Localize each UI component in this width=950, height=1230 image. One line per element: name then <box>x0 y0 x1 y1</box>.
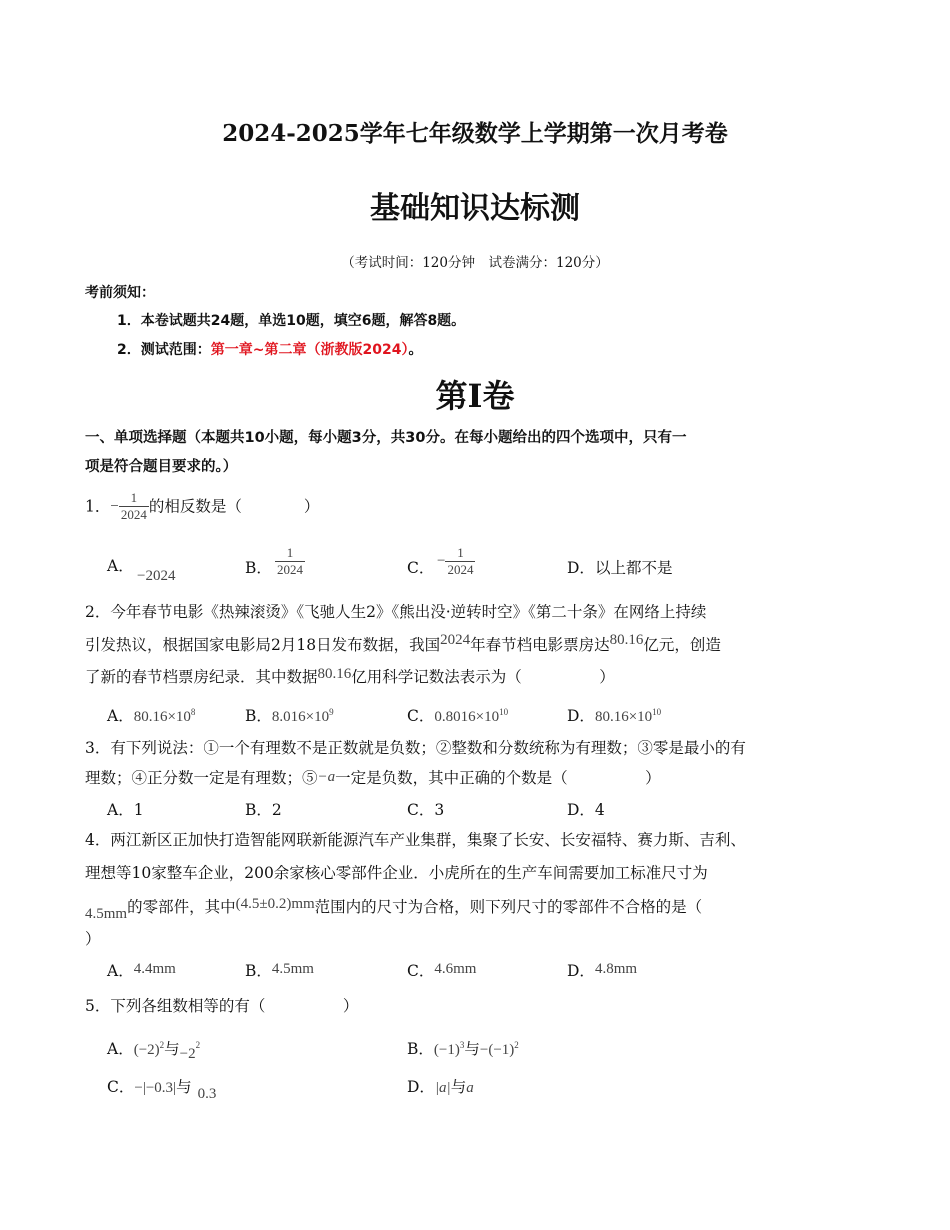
math-expression: (−1) <box>433 1042 460 1059</box>
fraction-denominator: 2024 <box>277 562 303 577</box>
question-5-stem: 5．下列各组数相等的有（ ） <box>85 997 359 1015</box>
option-label: D． <box>567 559 595 577</box>
connector-text: 与 <box>176 1078 192 1096</box>
q5-option-d[interactable] <box>407 1077 474 1098</box>
math-exponent: 9 <box>329 707 334 717</box>
q4-option-d[interactable] <box>567 961 637 982</box>
q1-option-c[interactable] <box>407 558 434 578</box>
option-label: A． <box>107 557 134 575</box>
q1-option-d[interactable] <box>567 558 672 578</box>
math-base: 80.16×10 <box>594 709 653 726</box>
math-expression: −2 <box>179 1046 196 1063</box>
text: 亿元，创造 <box>643 636 721 654</box>
option-label: B． <box>245 962 272 980</box>
option-label: B． <box>407 1040 434 1059</box>
option-text: 以上都不是 <box>594 559 673 577</box>
connector-text: 与 <box>164 1040 180 1059</box>
option-value: 4.4mm <box>133 961 176 977</box>
notice-item-1: 1．本卷试题共24题，单选10题，填空6题，解答8题。 <box>117 313 466 329</box>
math-expression: 4.5mm <box>85 906 128 922</box>
question-number: 1． <box>85 497 111 516</box>
question-2-line-2 <box>85 632 721 656</box>
volume-title: 第Ⅰ卷 <box>435 377 515 415</box>
math-base: 80.16×10 <box>133 709 191 726</box>
connector-text: 与 <box>464 1040 480 1059</box>
math-exponent: 10 <box>499 707 509 717</box>
math-number: 80.16 <box>317 666 352 682</box>
text: 的零部件，其中 <box>127 898 236 916</box>
fraction-denominator: 2024 <box>447 562 474 577</box>
fraction-denominator: 2024 <box>120 507 147 522</box>
q2-option-d[interactable] <box>567 702 661 727</box>
text: 引发热议，根据国家电影局2月18日发布数据，我国 <box>85 636 441 654</box>
option-label: C． <box>407 707 435 726</box>
exam-subtitle: 基础知识达标测 <box>370 191 580 226</box>
q2-option-c[interactable] <box>407 702 508 727</box>
notice-item-2-prefix: 2．测试范围： <box>117 342 211 358</box>
notice-heading: 考前须知： <box>85 285 155 301</box>
q5-option-b[interactable] <box>407 1035 519 1060</box>
q5-option-a[interactable] <box>107 1035 201 1063</box>
math-expression: (−2) <box>133 1042 160 1059</box>
option-label: D． <box>567 962 595 980</box>
math-year: 2024 <box>440 632 471 648</box>
q3-option-d[interactable]: D．4 <box>567 801 605 819</box>
math-base: 8.016×10 <box>271 709 330 726</box>
math-number: 80.16 <box>609 632 644 648</box>
section-heading-line-1: 一、单项选择题（本题共10小题，每小题3分，共30分。在每小题给出的四个选项中，只有一 <box>85 430 687 446</box>
option-label: D． <box>567 707 595 726</box>
math-exponent: 10 <box>652 707 662 717</box>
q2-option-b[interactable] <box>245 702 334 727</box>
text: 范围内的尺寸为合格，则下列尺寸的零部件不合格的是（ <box>314 898 703 916</box>
option-label: C． <box>407 559 435 577</box>
q1-option-b-fraction <box>275 545 305 578</box>
fraction-numerator: 1 <box>130 490 138 505</box>
option-label: C． <box>407 962 435 980</box>
option-label: B． <box>245 559 272 577</box>
text: 理数；④正分数一定是有理数；⑤ <box>85 769 318 787</box>
option-label: A． <box>107 1040 134 1059</box>
q2-option-a[interactable] <box>107 702 195 727</box>
math-exponent: 8 <box>190 707 196 717</box>
option-value: 4.5mm <box>271 961 314 977</box>
question-2-line-3 <box>85 667 615 688</box>
question-4-line-2: 理想等10家整车企业，200余家核心零部件企业．小虎所在的生产车间需要加工标准尺寸为 <box>85 864 708 882</box>
question-4-line-1: 4．两江新区正加快打造智能网联新能源汽车产业集群，集聚了长安、长安福特、赛力斯、吉利、 <box>85 831 746 849</box>
question-1-text: 的相反数是（ ） <box>148 497 320 516</box>
math-expression: −|−0.3| <box>134 1080 177 1096</box>
q4-option-c[interactable] <box>407 961 476 982</box>
fraction <box>119 490 149 523</box>
q4-option-a[interactable] <box>107 961 176 982</box>
math-base: 0.8016×10 <box>434 709 500 726</box>
math-expression: a <box>466 1080 474 1096</box>
text: 年春节档电影票房达 <box>470 636 610 654</box>
math-expression: |a| <box>434 1080 451 1096</box>
text: 一定是负数，其中正确的个数是（ ） <box>335 769 661 787</box>
q3-option-b[interactable]: B．2 <box>245 801 282 819</box>
question-2-line-1: 2．今年春节电影《热辣滚烫》《飞驰人生2》《熊出没·逆转时空》《第二十条》在网络上持续 <box>85 603 707 621</box>
q1-option-a-value: −2024 <box>137 568 176 584</box>
option-label: D． <box>407 1078 435 1096</box>
q4-option-b[interactable] <box>245 961 314 982</box>
section-heading-line-2: 项是符合题目要求的。） <box>85 459 238 475</box>
notice-item-2 <box>117 340 422 360</box>
minus-sign: − <box>437 553 446 569</box>
math-expression: −a <box>317 769 336 785</box>
q3-option-c[interactable]: C．3 <box>407 801 445 819</box>
question-4-line-4: ） <box>85 930 101 948</box>
math-exponent: 2 <box>195 1040 201 1050</box>
option-label: A． <box>107 962 134 980</box>
math-expression: 0.3 <box>197 1086 217 1102</box>
q1-option-a[interactable] <box>107 556 134 576</box>
connector-text: 与 <box>450 1078 467 1096</box>
fraction-numerator: 1 <box>457 545 464 560</box>
q1-option-b[interactable] <box>245 558 272 578</box>
math-expression: (4.5±0.2)mm <box>235 896 315 912</box>
question-1-stem <box>85 490 319 523</box>
q1-option-c-fraction <box>437 545 475 578</box>
fraction-numerator: 1 <box>286 545 294 560</box>
option-label: C． <box>107 1078 135 1096</box>
option-value: 4.8mm <box>594 961 638 977</box>
math-exponent: 2 <box>514 1040 519 1050</box>
test-scope-highlight: 第一章~第二章（浙教版2024） <box>210 342 409 358</box>
notice-item-2-suffix: 。 <box>408 342 423 358</box>
math-exponent: 2 <box>159 1040 165 1050</box>
exam-title: 2024-2025学年七年级数学上学期第一次月考卷 <box>222 120 728 147</box>
option-value: 4.6mm <box>434 961 477 977</box>
exam-info: （考试时间：120分钟 试卷满分：120分） <box>341 255 609 271</box>
math-exponent: 3 <box>459 1040 465 1050</box>
question-4-line-3 <box>85 896 703 922</box>
minus-sign: − <box>110 498 119 515</box>
q3-option-a[interactable]: A．1 <box>107 801 144 819</box>
text: 了新的春节档票房纪录．其中数据 <box>85 668 318 686</box>
option-label: A． <box>107 707 134 726</box>
question-3-line-1: 3．有下列说法：①一个有理数不是正数就是负数；②整数和分数统称为有理数；③零是最小的有 <box>85 739 746 757</box>
text: 亿用科学记数法表示为（ ） <box>351 668 615 686</box>
question-3-line-2 <box>85 768 661 789</box>
math-expression: −(−1) <box>479 1042 515 1059</box>
option-label: B． <box>245 707 272 726</box>
q5-option-c[interactable] <box>107 1077 217 1102</box>
